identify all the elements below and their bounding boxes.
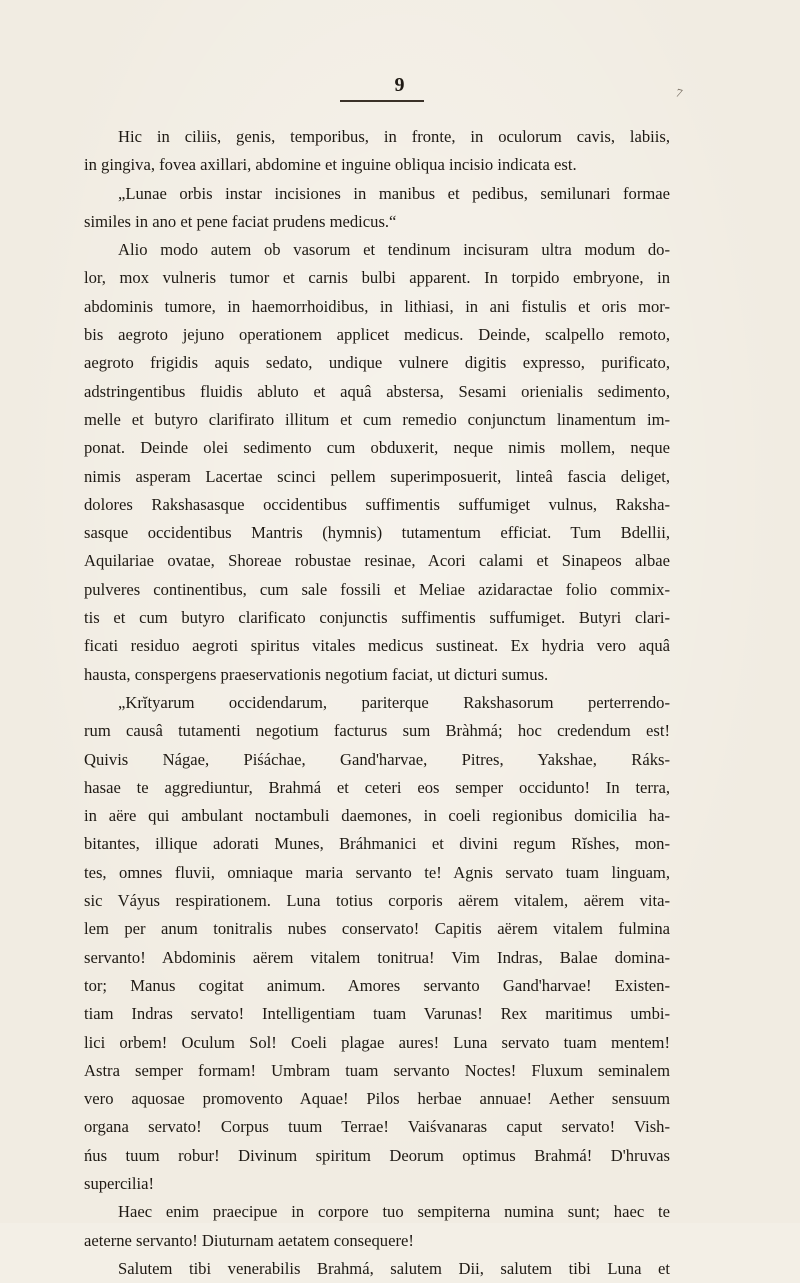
text-line: rum causâ tutamenti negotium facturus sum Bràhmá; hoc credendum est!	[84, 721, 670, 741]
text-line: adstringentibus fluidis abluto et aquâ abstersa, Sesami orienialis sedimento,	[84, 381, 670, 401]
margin-stray-mark: 7	[674, 85, 684, 101]
text-line: pulveres continentibus, cum sale fossili et Meliae azidaractae folio commix-	[84, 579, 670, 599]
text-line: Hic in ciliis, genis, temporibus, in fronte, in oculorum cavis, labiis,	[118, 127, 670, 146]
text-line: hausta, conspergens praeservationis negotium faciat, ut dicturi sumus.	[84, 664, 549, 684]
text-line: tiam Indras servato! Intelligentiam tuam Varunas! Rex maritimus umbi-	[84, 1004, 670, 1024]
text-line: ficati residuo aegroti spiritus vitales medicus sustineat. Ex hydria vero aquâ	[84, 636, 670, 656]
text-line: Aquilariae ovatae, Shoreae robustae resinae, Acori calami et Sinapeos albae	[84, 551, 670, 571]
text-line: bis aegroto jejuno operationem applicet medicus. Deinde, scalpello remoto,	[84, 325, 670, 345]
text-line: ńus tuum robur! Divinum spiritum Deorum optimus Brahmá! D'hruvas	[84, 1145, 670, 1165]
text-line: similes in ano et pene faciat prudens medicus.“	[84, 211, 397, 231]
text-line: abdominis tumore, in haemorrhoidibus, in lithiasi, in ani fistulis et oris mor-	[84, 296, 670, 316]
text-line: Quivis Nágae, Piśáchae, Gand'harvae, Pitres, Yakshae, Ráks-	[84, 749, 670, 769]
text-line: melle et butyro clarifirato illitum et cum remedio conjunctum linamentum im-	[84, 409, 670, 429]
text-line: dolores Rakshasasque occidentibus suffimentis suffumiget vulnus, Raksha-	[84, 494, 670, 514]
text-line: aeterne servanto! Diuturnam aetatem consequere!	[84, 1230, 414, 1250]
text-line: tes, omnes fluvii, omniaque maria servanto te! Agnis servato tuam linguam,	[84, 862, 670, 882]
text-line: Alio modo autem ob vasorum et tendinum incisuram ultra modum do-	[118, 240, 670, 260]
text-line: „Lunae orbis instar incisiones in manibus et pedibus, semilunari formae	[118, 183, 670, 203]
page-number: 9	[394, 74, 406, 96]
text-line: sic Váyus respirationem. Luna totius corporis aërem vitalem, aërem vita-	[84, 891, 670, 911]
text-line: vero aquosae promovento Aquae! Pilos herbae annuae! Aether sensuum	[84, 1089, 670, 1109]
text-line: lem per anum tonitralis nubes conservato! Capitis aërem vitalem fulmina	[84, 919, 670, 939]
text-line: bitantes, illique adorati Munes, Bráhmanici et divini regum Rĭshes, mon-	[84, 834, 670, 854]
text-line: sasque occidentibus Mantris (hymnis) tutamentum efficiat. Tum Bdellii,	[84, 523, 670, 543]
text-line: hasae te aggrediuntur, Brahmá et ceteri eos semper occidunto! In terra,	[84, 777, 670, 797]
text-line: Haec enim praecipue in corpore tuo sempiterna numina sunt; haec te	[118, 1202, 670, 1222]
text-line: tor; Manus cogitat animum. Amores servanto Gand'harvae! Existen-	[84, 975, 670, 995]
text-line: lor, mox vulneris tumor et carnis bulbi apparent. In torpido embryone, in	[84, 268, 670, 288]
text-line: in aëre qui ambulant noctambuli daemones, in coeli regionibus domicilia ha-	[84, 806, 670, 826]
body-text	[84, 123, 670, 1283]
text-line: „Krĭtyarum occidendarum, pariterque Rakshasorum perterrendo-	[118, 692, 670, 712]
text-line: lici orbem! Oculum Sol! Coeli plagae aures! Luna servato tuam mentem!	[84, 1032, 670, 1052]
text-line: aegroto frigidis aquis sedato, undique vulnere digitis expresso, purificato,	[84, 353, 670, 373]
text-line: tis et cum butyro clarificato conjunctis suffimentis suffumiget. Butyri clari-	[84, 608, 670, 628]
page-number-rule	[340, 100, 424, 102]
text-line: organa servato! Corpus tuum Terrae! Vaiśvanaras caput servato! Vish-	[84, 1117, 670, 1137]
text-line: Salutem tibi venerabilis Brahmá, salutem Dii, salutem tibi Luna et	[118, 1258, 670, 1278]
text-line: in gingiva, fovea axillari, abdomine et inguine obliqua incisio indicata est.	[84, 155, 577, 175]
text-line: nimis asperam Lacertae scinci pellem superimposuerit, linteâ fascia deliget,	[84, 466, 670, 486]
text-line: Astra semper formam! Umbram tuam servanto Noctes! Fluxum seminalem	[84, 1060, 670, 1080]
text-line: ponat. Deinde olei sedimento cum obduxerit, neque nimis mollem, neque	[84, 438, 670, 458]
text-line: supercilia!	[84, 1173, 155, 1193]
text-line: servanto! Abdominis aërem vitalem tonitrua! Vim Indras, Balae domina-	[84, 947, 670, 967]
